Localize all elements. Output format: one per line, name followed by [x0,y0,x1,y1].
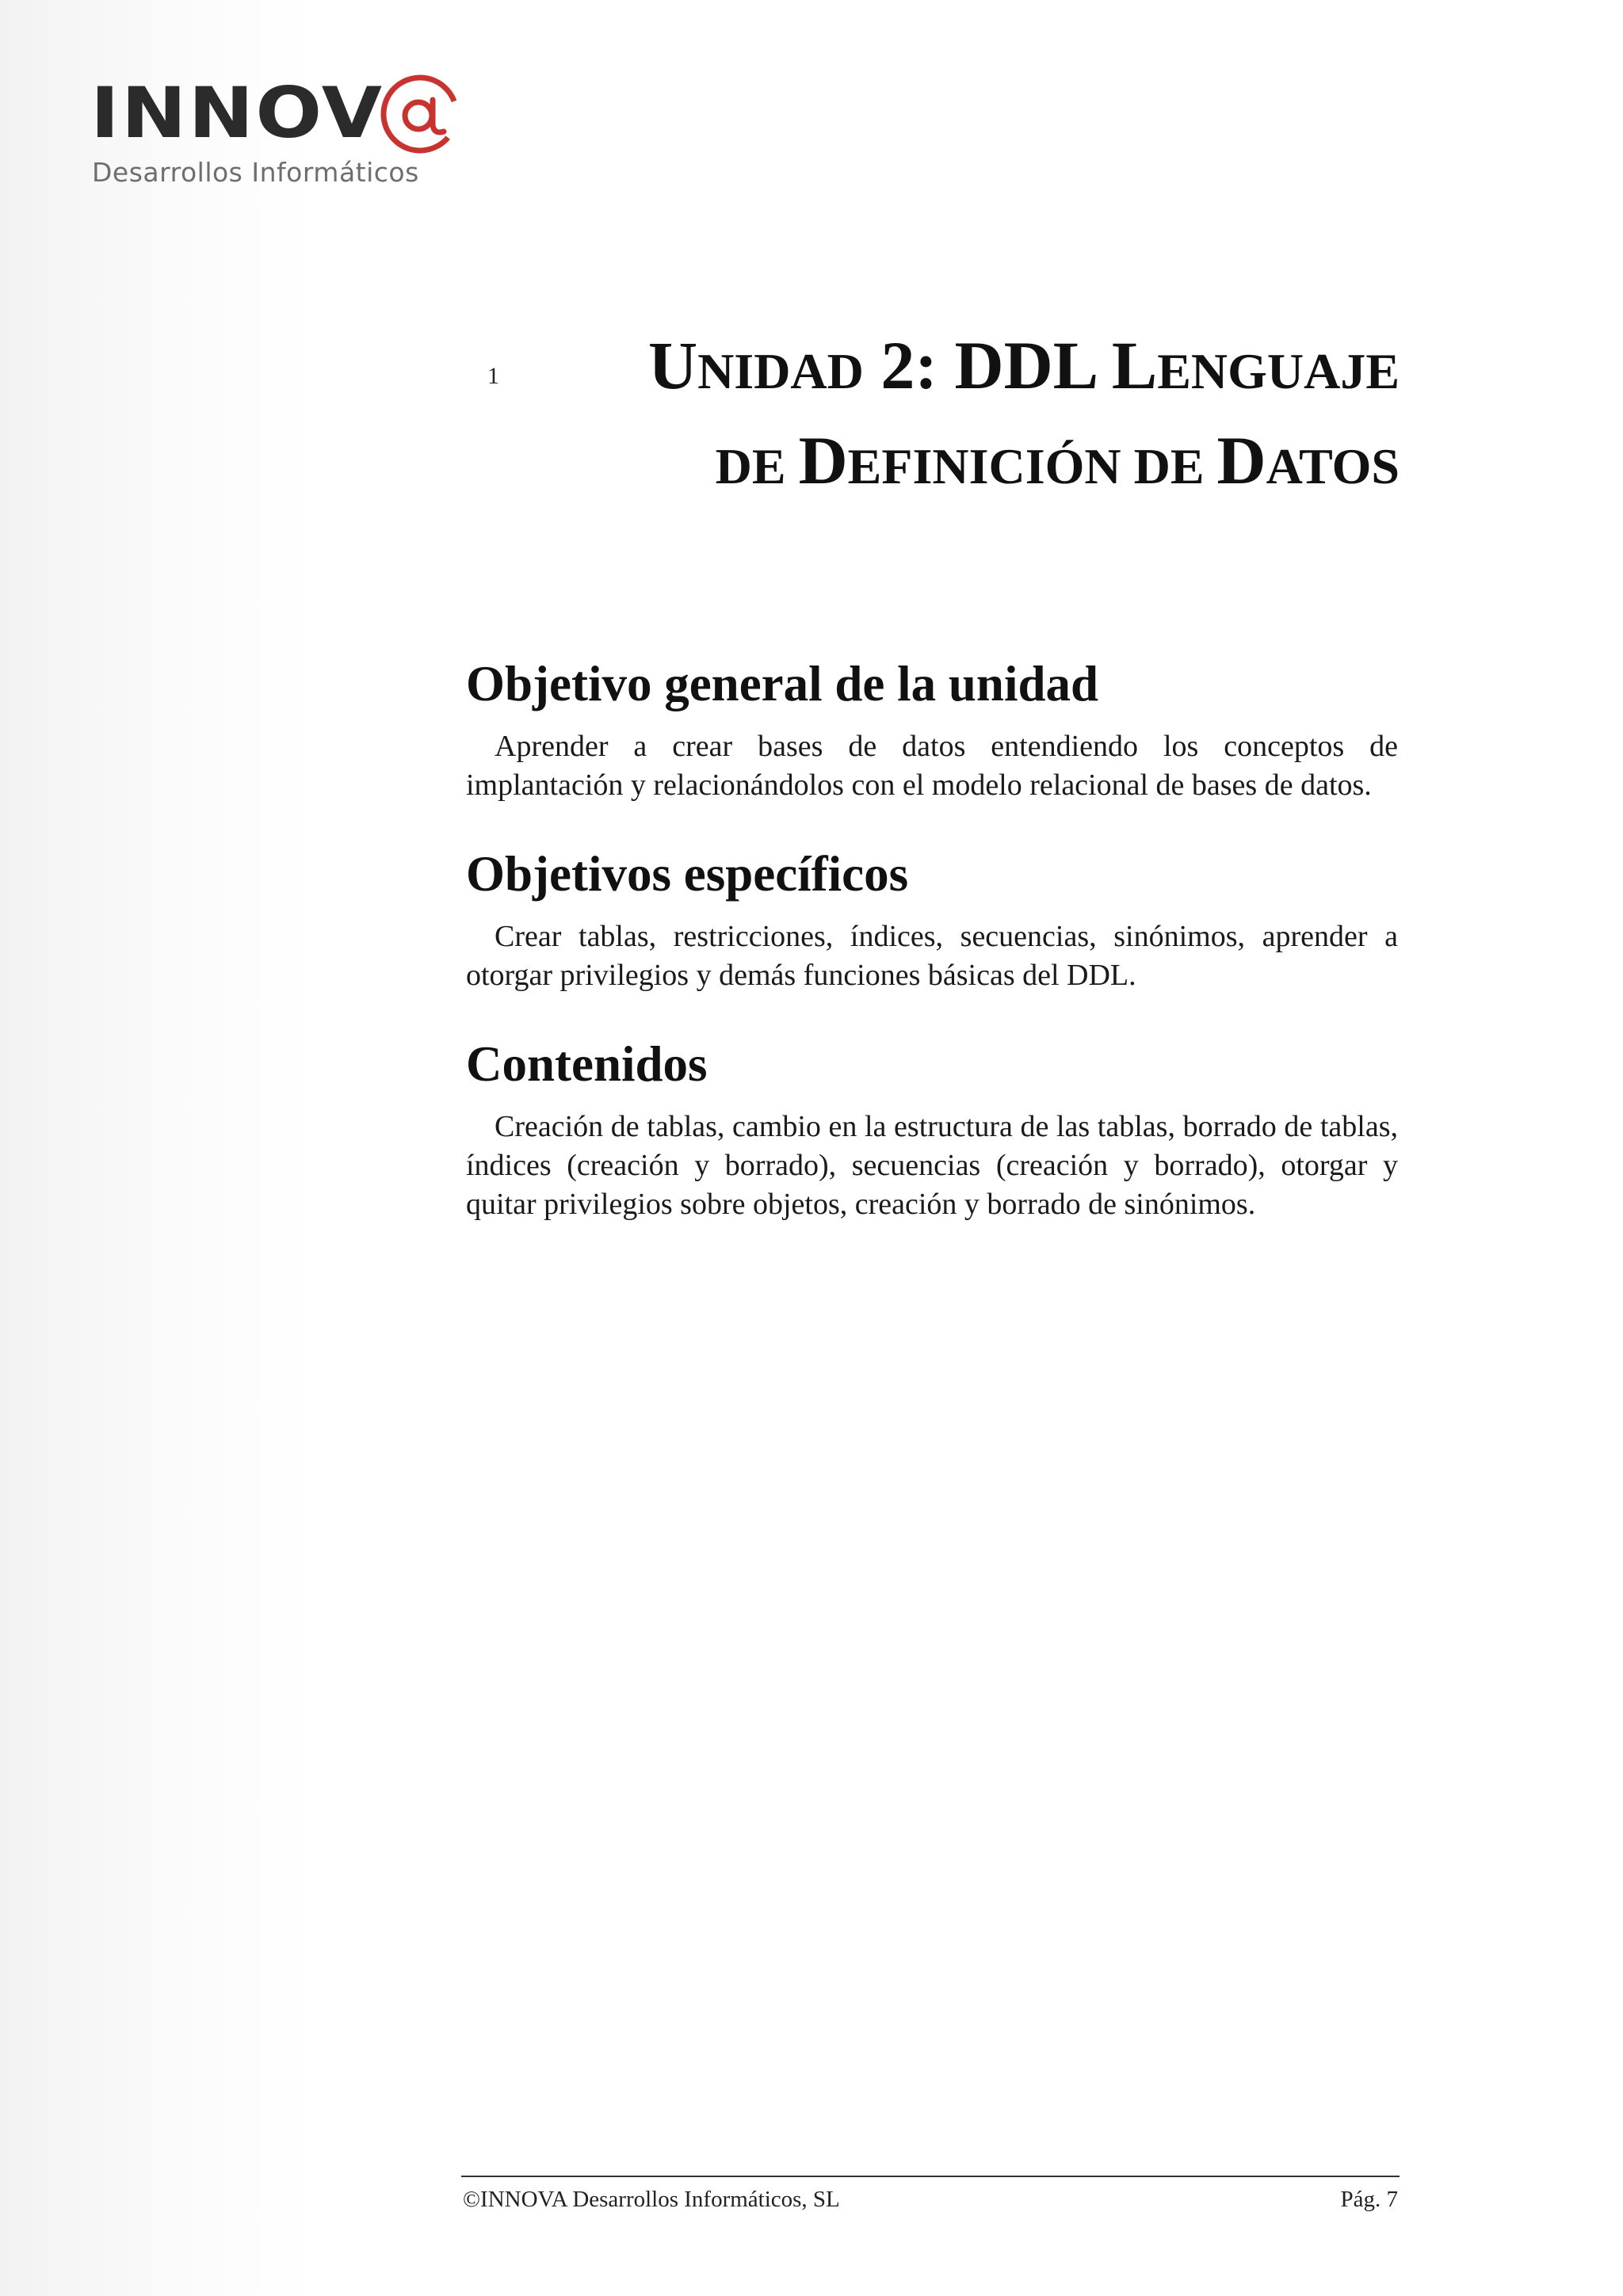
heading-number: 1 [487,363,499,389]
at-sign-icon [372,70,468,157]
footer-copyright: ©INNOVA Desarrollos Informáticos, SL [463,2187,840,2212]
section-heading-contents: Contenidos [466,1036,708,1092]
title-line-2: DE DEFINICIÓN DE DATOS [715,422,1400,498]
section-body-general: Aprender a crear bases de datos entendiendo los conceptos de implantación y relacionándolos con el modelo relacional de bases de datos. [466,730,1398,802]
title-line-1: UNIDAD 2: DDL LENGUAJE [647,327,1400,403]
footer-divider [461,2176,1400,2177]
unit-title [475,321,1400,511]
innova-logo [90,70,471,196]
logo-wordmark [90,72,384,154]
section-body-specific: Crear tablas, restricciones, índices, secuencias, sinónimos, aprender a otorgar privilegios y demás funciones básicas del DDL. [466,920,1398,992]
section-body-contents: Creación de tablas, cambio en la estructura de las tablas, borrado de tablas, índices (creación y borrado), secuencias (creación y borrado), otorgar y quitar privilegios sobre objetos, creación y borrado de sinónimos. [466,1110,1398,1221]
section-heading-general: Objetivo general de la unidad [466,656,1099,711]
page-content [466,650,1398,1224]
section-heading-specific: Objetivos específicos [466,846,909,902]
logo-at-text: @ [372,70,373,71]
logo-wordmark-text: INNOV [90,72,384,154]
logo-subtitle: Desarrollos Informáticos [92,157,419,188]
page-number: Pág. 7 [1340,2187,1398,2212]
